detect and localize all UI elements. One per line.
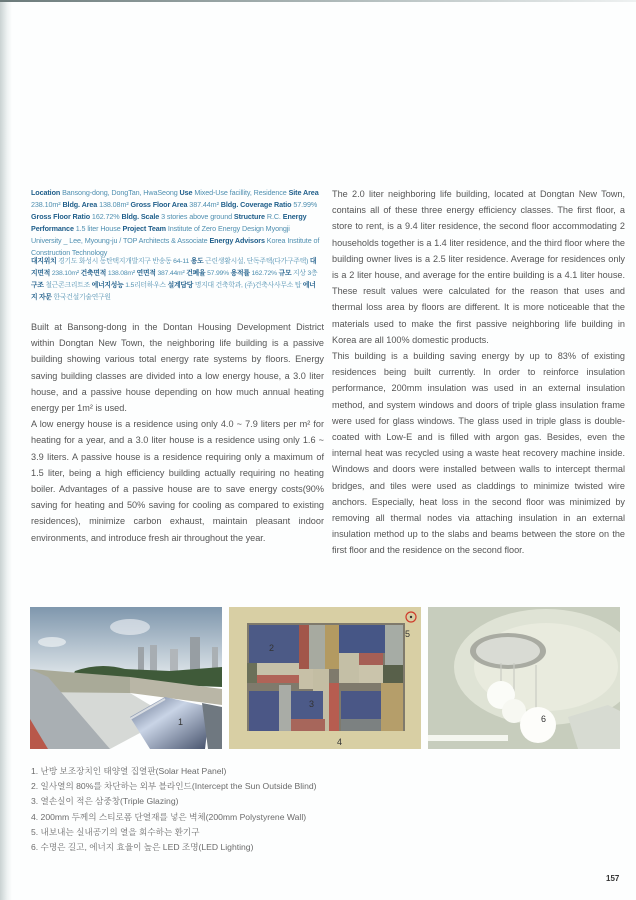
photo-solar-heat-panel — [30, 607, 222, 749]
page-top-edge — [0, 0, 636, 2]
photo-number-label: 2 — [269, 643, 275, 653]
info-value: 387.44m² — [189, 200, 221, 209]
info-label: 대지위치 — [31, 258, 57, 265]
info-value: 57.99% — [293, 200, 318, 209]
info-label: 건폐율 — [186, 270, 206, 277]
info-label: 에너지성능 — [91, 282, 124, 289]
page-spine-shadow — [0, 0, 12, 900]
info-label: 용적률 — [230, 270, 250, 277]
info-label: 용도 — [190, 258, 204, 265]
info-label: Gross Floor Ratio — [31, 212, 91, 221]
paragraph: This building is a building saving energy by up to 83% of existing residences being built currently. In order to reinforce insulation performance, 200mm insulation was used in an external insulation method, and system windows and doors of triple glass insulation frame were used for glass windows. The glass used in triple glass is double-coated with Low-E and is filled with argon gas. Besides, even the internal heat was recycled using a waste heat recovery machine inside. Windows and doors were installed between walls to intercept thermal bridges, and tiles were used as claddings to minimize twisted wire anchors. Especially, heat loss in the second floor was minimized by removing all thermal nodes via attaching insulation in an external insulation method up to the slabs and beams between the store on the first floor and the residence on the second floor. — [332, 351, 625, 556]
info-label: 대지면적 — [31, 258, 317, 277]
info-label: 설계담당 — [167, 282, 194, 289]
caption-item: 6. 수명은 길고, 에너지 효율이 높은 LED 조명(LED Lighting) — [31, 842, 254, 853]
info-label: Bldg. Area — [62, 200, 98, 209]
info-label: 건축면적 — [80, 270, 107, 277]
info-label: Bldg. Scale — [121, 212, 160, 221]
info-value: 387.44m² — [157, 270, 185, 277]
info-value: 238.10m² — [51, 270, 79, 277]
info-value: 57.99% — [207, 270, 229, 277]
info-value: 138.08m² — [107, 270, 135, 277]
photo-number-label: 1 — [178, 717, 184, 727]
info-value: 경기도 화성시 동탄택지개발지구 반송동 64-11 — [58, 258, 190, 265]
caption-item: 4. 200mm 두께의 스티로폼 단열재를 넣은 벽체(200mm Polystyrene Wall) — [31, 811, 307, 822]
photo-number-label: 3 — [309, 699, 315, 709]
project-info-english — [31, 187, 321, 259]
caption-item: 3. 열손실이 적은 삼중창(Triple Glazing) — [31, 796, 179, 807]
photo-led-lighting — [428, 607, 620, 749]
info-value: 238.10m² — [31, 200, 63, 209]
caption-item: 5. 내보내는 실내공기의 열을 회수하는 환기구 — [31, 826, 200, 837]
info-label: 연면적 — [136, 270, 156, 277]
info-label: Structure — [233, 212, 265, 221]
info-value: 162.72% — [251, 270, 277, 277]
info-label: 에너지 자문 — [31, 282, 316, 301]
info-label: 규모 — [278, 270, 292, 277]
info-label: Location — [31, 188, 61, 197]
body-left-column — [31, 319, 324, 546]
info-label: 구조 — [31, 282, 44, 289]
info-label: Bldg. Coverage Ratio — [220, 200, 292, 209]
info-label: Energy Advisors — [209, 236, 265, 245]
info-value: 1.5리터하우스 — [125, 282, 166, 289]
info-label: Project Team — [122, 224, 166, 233]
info-value: 1.5 liter House — [75, 224, 121, 233]
photo-number-label: 5 — [405, 629, 411, 639]
project-info-korean — [31, 256, 321, 304]
paragraph: Built at Bansong-dong in the Dontan Housing Development District within Dongtan New Town, the neighboring life building is a passive building showing various total energy rate systems by floors. Energy saving building classes are divided into a low energy house, a 3.0 liter house, and a passive house depending on how much annual heating energy per 1m² is used. — [31, 322, 324, 414]
info-label: Gross Floor Area — [130, 200, 188, 209]
photo-facade — [229, 607, 421, 749]
info-value: Mixed-Use facillity, Residence — [194, 188, 287, 197]
info-value: 철근콘크리트조 — [45, 282, 90, 289]
paragraph: A low energy house is a residence using only 4.0 ~ 7.9 liters per m² for heating for a year, and a 3.0 liter house is a residence using only 1.6 ~ 3.9 liters. A passive house is a residence requiring only a maximum of 1.5 liter, being a high efficiency building actually requiring no heating boiler. Advantages of a passive house are to save energy costs(90% saving for heating and 50% saving for cooling as compared to existing residences), minimize carbon exhaust, maintain pleasant indoor environments, and introduce fresh air throughout the year. — [31, 419, 324, 543]
info-value: Bansong-dong, DongTan, HwaSeong — [62, 188, 178, 197]
caption-item: 2. 일사열의 80%를 차단하는 외부 블라인드(Intercept the Sun Outside Blind) — [31, 781, 317, 792]
info-value: 지상 3층 — [293, 270, 318, 277]
paragraph: The 2.0 liter neighboring life building, located at Dongtan New Town, contains all of these three energy efficiency classes. The first floor, a store to rent, is a 9.4 liter residence, the second floor accommodating 2 households together is a 1.4 liter residence, and the third floor where the building owner lives is a 2.5 liter residence. Average for residences only is a 2 liter house, and average for the entire building is a 4.1 liter house. These result values were calculated for the reason that uses and thermal loss area by floors are different. It is more noticeable that the materials used to make the first passive neighboring life building in Korea are all 100% domestic products. — [332, 189, 625, 345]
info-value: 3 stories above ground — [161, 212, 232, 221]
info-label: Site Area — [288, 188, 319, 197]
info-value: 근린생활시설, 단독주택(다가구주택) — [205, 258, 309, 265]
info-value: 138.08m² — [99, 200, 131, 209]
page-number: 157 — [606, 874, 620, 883]
info-value: 명지대 건축학과, (주)건축사사무소 탑 — [194, 282, 302, 289]
info-value: Institute of Zero Energy Design Myongji University _ Lee, Myoung-ju / TOP Architects & Associate — [31, 224, 290, 245]
info-label: Energy Performance — [31, 212, 307, 233]
info-value: R.C. — [266, 212, 281, 221]
caption-item: 1. 난방 보조장치인 태양열 집열판(Solar Heat Panel) — [31, 766, 227, 776]
info-value: Korea Institute of Construction Technology — [31, 236, 320, 257]
photo-number-label: 6 — [541, 714, 547, 724]
info-value: 한국건설기술연구원 — [53, 294, 111, 301]
body-right-column — [332, 186, 625, 559]
photo-number-label: 4 — [337, 737, 343, 747]
photo-captions — [31, 764, 351, 855]
info-label: Use — [179, 188, 193, 197]
info-value: 162.72% — [91, 212, 122, 221]
